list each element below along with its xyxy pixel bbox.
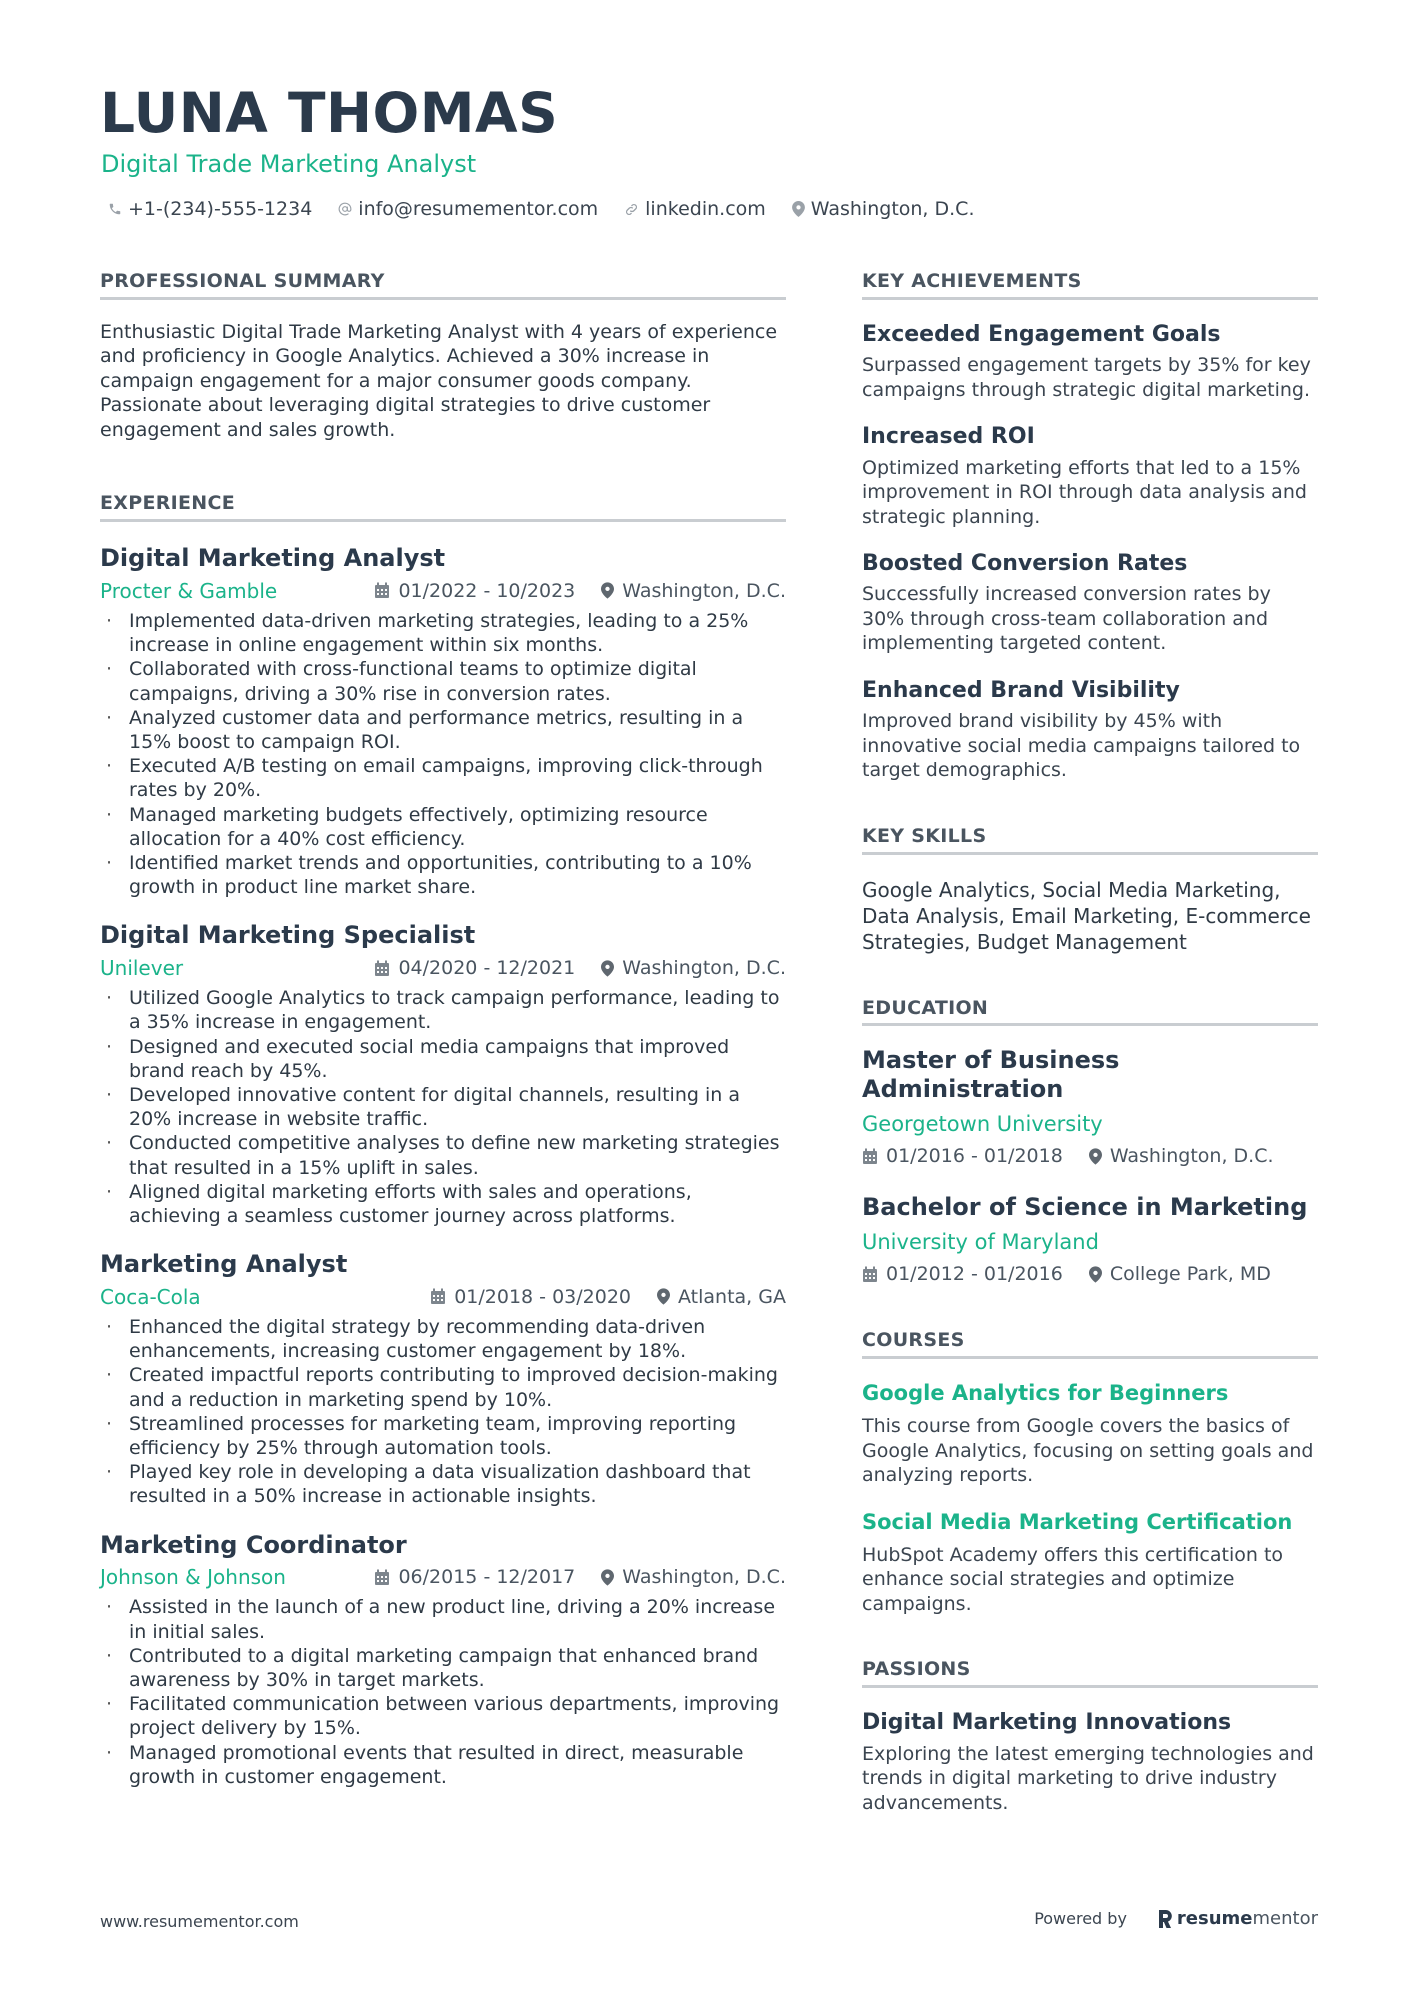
achievement-title: Boosted Conversion Rates [862,551,1188,577]
list-item: · Analyzed customer data and performance metrics, resulting in a 15% boost to campaign ROI. [100,706,786,754]
job-entry [100,1531,786,1789]
resumementor-logo-icon [1157,1909,1173,1929]
link-icon [624,202,639,217]
course-desc: This course from Google covers the basics of Google Analytics, focusing on setting goals and analyzing reports. [862,1415,1314,1487]
job-company: Coca-Cola [100,1284,201,1309]
job-location [601,580,786,602]
job-dates-text: 01/2022 - 10/2023 [398,579,576,602]
education-degree: Bachelor of Science in Marketing [862,1193,1308,1222]
job-title: Digital Marketing Specialist [100,921,476,950]
job-company: Johnson & Johnson [100,1565,286,1590]
left-column [100,270,786,1789]
job-bullets [100,1595,786,1789]
education-school: University of Maryland [862,1230,1099,1255]
list-item: · Facilitated communication between various departments, improving project delivery by 15%. [100,1692,786,1740]
brand-light: mentor [1252,1908,1318,1929]
list-item: · Developed innovative content for digital channels, resulting in a 20% increase in website traffic. [100,1083,786,1131]
job-entry [100,921,786,1228]
education-location-text: Washington, D.C. [1109,1145,1274,1168]
experience-heading: EXPERIENCE [100,492,786,522]
skills-text: Google Analytics, Social Media Marketing, Data Analysis, Email Marketing, E-commerce Strategies, Budget Management [862,877,1311,954]
powered-by-text: Powered by [1034,1909,1127,1928]
calendar-icon [430,1288,446,1305]
list-item: · Aligned digital marketing efforts with sales and operations, achieving a seamless customer journey across platforms. [100,1180,786,1228]
right-column [862,270,1318,1815]
list-item: · Conducted competitive analyses to define new marketing strategies that resulted in a 15% uplift in sales. [100,1131,786,1179]
job-dates [374,580,575,602]
contact-location [792,198,975,220]
list-item: · Played key role in developing a data visualization dashboard that resulted in a 50% increase in actionable insights. [100,1460,786,1508]
achievements-heading: KEY ACHIEVEMENTS [862,270,1318,300]
achievement-title: Exceeded Engagement Goals [862,321,1221,347]
job-location-text: Atlanta, GA [678,1285,786,1308]
contact-email[interactable] [338,198,598,220]
list-item: · Collaborated with cross-functional teams to optimize digital campaigns, driving a 30% rise in conversion rates. [100,657,786,705]
skills-heading: KEY SKILLS [862,825,1318,855]
phone-icon [108,202,122,216]
achievement-item [862,551,1318,656]
course-item [862,1381,1318,1488]
job-meta [100,1565,786,1589]
job-dates [374,1566,575,1588]
list-item: · Designed and executed social media campaigns that improved brand reach by 45%. [100,1035,786,1083]
calendar-icon [374,582,390,599]
job-meta [100,1285,786,1309]
calendar-icon [862,1148,878,1165]
achievement-item [862,678,1318,783]
job-entry [100,544,786,899]
job-dates-text: 01/2018 - 03/2020 [454,1285,632,1308]
education-degree: Master of Business Administration [862,1046,1120,1104]
job-location [657,1286,786,1308]
education-dates-text: 01/2012 - 01/2016 [886,1263,1063,1286]
achievement-desc: Successfully increased conversion rates by 30% through cross-team collaboration and implementing targeted content. [862,583,1271,655]
job-location [601,957,786,979]
contact-row [108,198,1001,220]
job-title: Digital Marketing Analyst [100,544,446,573]
achievement-item [862,322,1318,402]
list-item: · Managed marketing budgets effectively, optimizing resource allocation for a 40% cost efficiency. [100,803,786,851]
education-dates-text: 01/2016 - 01/2018 [886,1145,1063,1168]
calendar-icon [374,1569,390,1586]
passion-desc: Exploring the latest emerging technologies and trends in digital marketing to drive industry advancements. [862,1742,1314,1814]
candidate-title: Digital Trade Marketing Analyst [101,150,477,178]
list-item: · Enhanced the digital strategy by recommending data-driven enhancements, increasing customer engagement by 18%. [100,1315,786,1363]
location-pin-icon [601,960,614,977]
location-pin-icon [601,582,614,599]
job-dates [374,957,575,979]
course-desc: HubSpot Academy offers this certification to enhance social strategies and optimize campaigns. [862,1543,1284,1615]
achievement-desc: Optimized marketing efforts that led to a 15% improvement in ROI through data analysis and strategic planning. [862,456,1307,528]
brand-bold: resume [1176,1908,1253,1929]
location-pin-icon [657,1288,670,1305]
job-title: Marketing Coordinator [100,1530,407,1559]
job-meta [100,956,786,980]
education-meta [862,1145,1318,1167]
email-text: info@resumementor.com [358,198,599,220]
job-meta [100,579,786,603]
footer-powered [1034,1908,1318,1929]
job-location-text: Washington, D.C. [622,579,786,602]
candidate-name: LUNA THOMAS [100,81,559,145]
education-dates [862,1263,1063,1285]
education-item [862,1046,1318,1167]
job-bullets [100,609,786,899]
job-dates [430,1286,631,1308]
footer-url[interactable]: www.resumementor.com [100,1912,299,1931]
education-location [1089,1263,1271,1285]
summary-text: Enthusiastic Digital Trade Marketing Analyst with 4 years of experience and proficiency in Google Analytics. Achieved a 30% increase in campaign engagement for a major consumer goods company. Passionate about leveraging digital strategies to drive customer engagement and sales growth. [100,320,778,441]
job-bullets [100,1315,786,1509]
list-item: · Executed A/B testing on email campaigns, improving click-through rates by 20%. [100,754,786,802]
brand-logo[interactable] [1157,1908,1318,1929]
education-location [1089,1145,1274,1167]
list-item: · Identified market trends and opportunities, contributing to a 10% growth in product line market share. [100,851,786,899]
list-item: · Created impactful reports contributing to improved decision-making and a reduction in marketing spend by 10%. [100,1363,786,1411]
education-item [862,1193,1318,1285]
passion-title: Digital Marketing Innovations [862,1710,1232,1736]
list-item: · Contributed to a digital marketing campaign that enhanced brand awareness by 30% in target markets. [100,1644,786,1692]
list-item: · Streamlined processes for marketing team, improving reporting efficiency by 25% through automation tools. [100,1412,786,1460]
summary-heading: PROFESSIONAL SUMMARY [100,270,786,300]
location-pin-icon [1089,1266,1102,1283]
job-entry [100,1250,786,1508]
education-meta [862,1263,1318,1285]
education-school: Georgetown University [862,1112,1103,1137]
job-dates-text: 06/2015 - 12/2017 [398,1566,576,1589]
passion-item [862,1710,1318,1815]
linkedin-text: linkedin.com [645,198,766,220]
list-item: · Managed promotional events that resulted in direct, measurable growth in customer engagement. [100,1741,786,1789]
job-company: Unilever [100,956,184,981]
course-title: Google Analytics for Beginners [862,1381,1229,1406]
achievement-desc: Surpassed engagement targets by 35% for key campaigns through strategic digital marketing. [862,354,1311,401]
job-company: Procter & Gamble [100,578,278,603]
achievement-title: Enhanced Brand Visibility [862,677,1180,703]
calendar-icon [374,960,390,977]
achievement-desc: Improved brand visibility by 45% with innovative social media campaigns tailored to target demographics. [862,710,1301,782]
course-title: Social Media Marketing Certification [862,1509,1293,1534]
job-bullets [100,986,786,1228]
location-text: Washington, D.C. [810,198,975,220]
job-location [601,1566,786,1588]
job-location-text: Washington, D.C. [622,1566,786,1589]
list-item: · Assisted in the launch of a new product line, driving a 20% increase in initial sales. [100,1595,786,1643]
phone-text: +1-(234)-555-1234 [128,198,313,220]
location-pin-icon [601,1569,614,1586]
location-pin-icon [1089,1148,1102,1165]
job-title: Marketing Analyst [100,1250,348,1279]
education-heading: EDUCATION [862,997,1318,1027]
education-location-text: College Park, MD [1109,1263,1271,1286]
job-dates-text: 04/2020 - 12/2021 [398,957,576,980]
achievement-title: Increased ROI [862,424,1035,450]
contact-linkedin[interactable] [624,198,766,220]
job-location-text: Washington, D.C. [622,957,786,980]
list-item: · Implemented data-driven marketing strategies, leading to a 25% increase in online engagement within six months. [100,609,786,657]
contact-phone[interactable] [108,198,312,220]
courses-heading: COURSES [862,1329,1318,1359]
location-pin-icon [792,201,805,217]
course-item [862,1510,1318,1617]
calendar-icon [862,1266,878,1283]
education-dates [862,1145,1063,1167]
list-item: · Utilized Google Analytics to track campaign performance, leading to a 35% increase in engagement. [100,986,786,1034]
passions-heading: PASSIONS [862,1658,1318,1688]
at-icon [338,202,352,216]
achievement-item [862,424,1318,529]
